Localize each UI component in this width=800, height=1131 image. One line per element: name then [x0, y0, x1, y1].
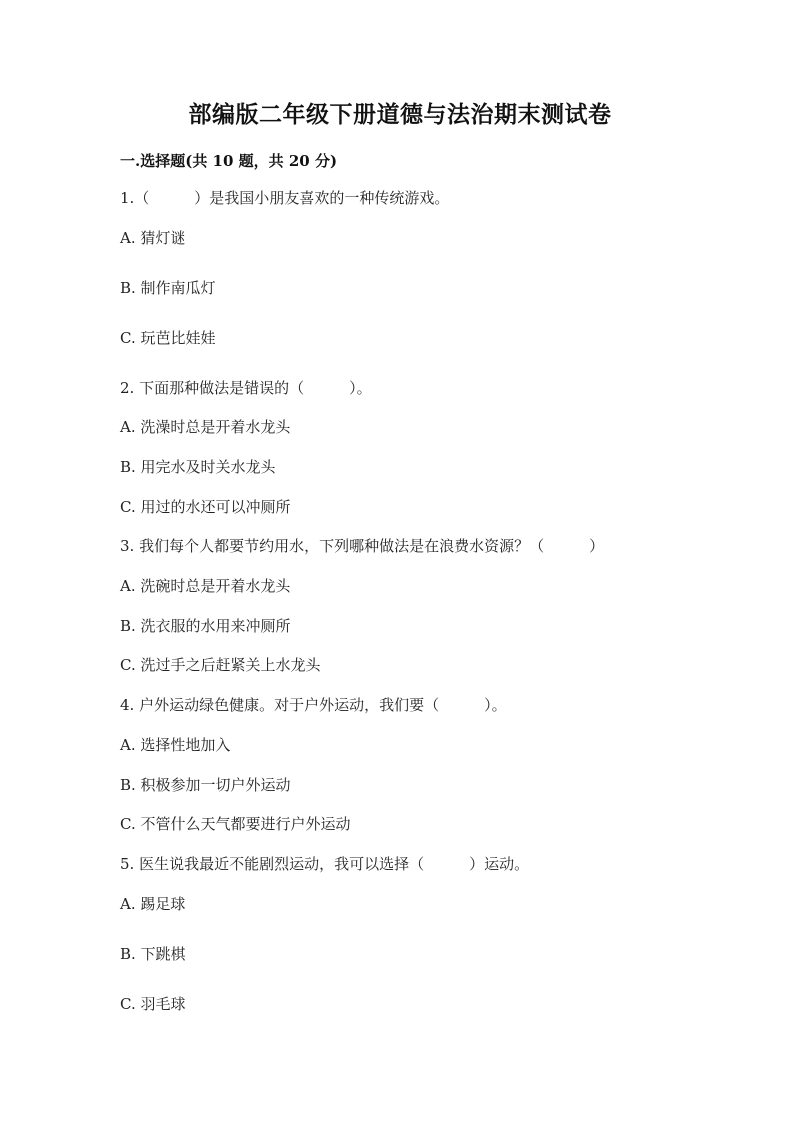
question-3-stem: 3. 我们每个人都要节约用水，下列哪种做法是在浪费水资源？（ ） [120, 537, 605, 555]
question-2-stem: 2. 下面那种做法是错误的（ ）。 [120, 379, 372, 397]
question-4-option-a: A. 选择性地加入 [120, 736, 231, 754]
exam-title: 部编版二年级下册道德与法治期末测试卷 [188, 101, 612, 128]
question-4-option-c: C. 不管什么天气都要进行户外运动 [120, 815, 351, 833]
question-1-stem: 1.（ ）是我国小朋友喜欢的一种传统游戏。 [120, 189, 450, 207]
question-3-option-b: B. 洗衣服的水用来冲厕所 [120, 617, 291, 635]
question-1-option-b: B. 制作南瓜灯 [120, 279, 216, 297]
question-1-option-c: C. 玩芭比娃娃 [120, 329, 216, 347]
question-1-option-a: A. 猜灯谜 [120, 229, 186, 247]
question-5-option-b: B. 下跳棋 [120, 945, 186, 963]
question-2-option-b: B. 用完水及时关水龙头 [120, 458, 276, 476]
question-2-option-c: C. 用过的水还可以冲厕所 [120, 498, 291, 516]
section-heading: 一.选择题(共 10 题，共 20 分) [120, 152, 338, 170]
question-2-option-a: A. 洗澡时总是开着水龙头 [120, 418, 291, 436]
question-4-option-b: B. 积极参加一切户外运动 [120, 776, 291, 794]
question-5-stem: 5. 医生说我最近不能剧烈运动，我可以选择（ ）运动。 [120, 855, 530, 873]
question-5-option-a: A. 踢足球 [120, 895, 186, 913]
question-4-stem: 4. 户外运动绿色健康。对于户外运动，我们要（ ）。 [120, 696, 507, 714]
question-3-option-a: A. 洗碗时总是开着水龙头 [120, 577, 291, 595]
question-5-option-c: C. 羽毛球 [120, 995, 186, 1013]
question-3-option-c: C. 洗过手之后赶紧关上水龙头 [120, 656, 321, 674]
